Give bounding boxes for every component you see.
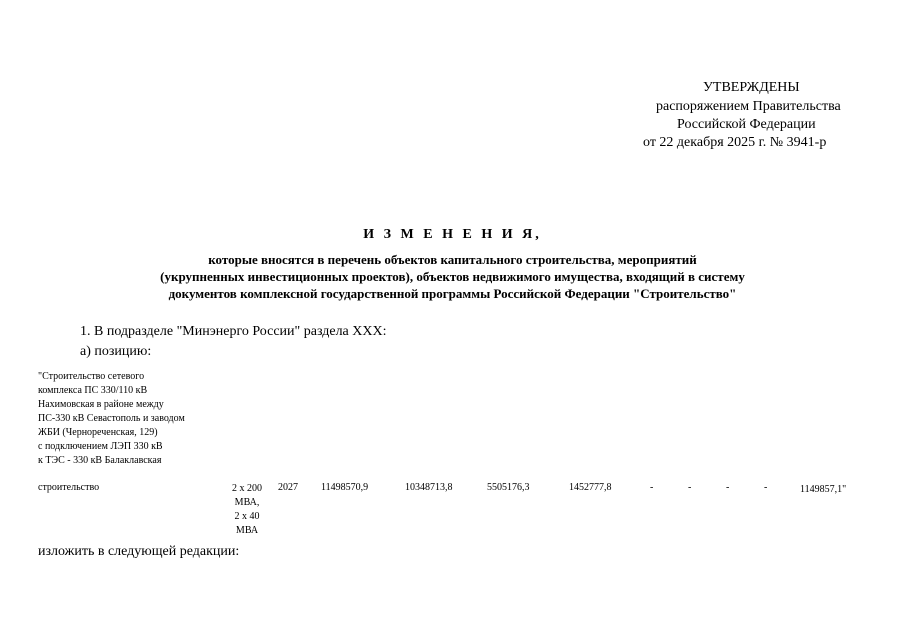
object-name-line: к ТЭС - 330 кВ Балаклавская xyxy=(38,455,162,466)
closing-paragraph: изложить в следующей редакции: xyxy=(38,544,240,559)
subtitle-line: (укрупненных инвестиционных проектов), объектов недвижимого имущества, входящий в систему xyxy=(160,269,745,284)
cell-dash: - xyxy=(726,482,730,493)
object-name-line: ЖБИ (Чернореченская, 129) xyxy=(38,427,158,438)
cell-value: 5505176,3 xyxy=(487,482,530,493)
approval-line: Российской Федерации xyxy=(677,117,816,132)
approval-title: УТВЕРЖДЕНЫ xyxy=(703,80,800,95)
subtitle-line: которые вносятся в перечень объектов капитального строительства, мероприятий xyxy=(208,252,697,267)
object-name-line: "Строительство сетевого xyxy=(38,371,145,382)
subtitle-line: документов комплексной государственной программы Российской Федерации "Строительство" xyxy=(168,286,737,301)
cell-dash: - xyxy=(688,482,692,493)
object-name-line: с подключением ЛЭП 330 кВ xyxy=(38,441,163,452)
cell-value: 1452777,8 xyxy=(569,482,612,493)
cell-year: 2027 xyxy=(278,482,298,493)
cell-dash: - xyxy=(650,482,654,493)
cell-type: строительство xyxy=(38,482,100,493)
cell-dash: - xyxy=(764,482,768,493)
approval-line: распоряжением Правительства xyxy=(656,99,841,114)
object-name-line: комплекса ПС 330/110 кВ xyxy=(38,385,148,396)
item-a-paragraph: а) позицию: xyxy=(80,344,152,359)
cell-capacity: 2 х 200 МВА, 2 х 40 МВА xyxy=(232,483,262,536)
object-name-line: Нахимовская в районе между xyxy=(38,399,164,410)
document-title: И З М Е Н Е Н И Я, xyxy=(363,227,542,242)
object-name-line: ПС-330 кВ Севастополь и заводом xyxy=(38,413,185,424)
cell-value: 1149857,1" xyxy=(800,484,847,495)
cell-value: 10348713,8 xyxy=(405,482,453,493)
cell-value: 11498570,9 xyxy=(321,482,369,493)
object-name xyxy=(38,370,185,468)
document-subtitle xyxy=(0,251,905,302)
approval-date: от 22 декабря 2025 г. № 3941-р xyxy=(643,135,827,150)
section-paragraph: 1. В подразделе "Минэнерго России" раздела XXX: xyxy=(80,324,387,339)
